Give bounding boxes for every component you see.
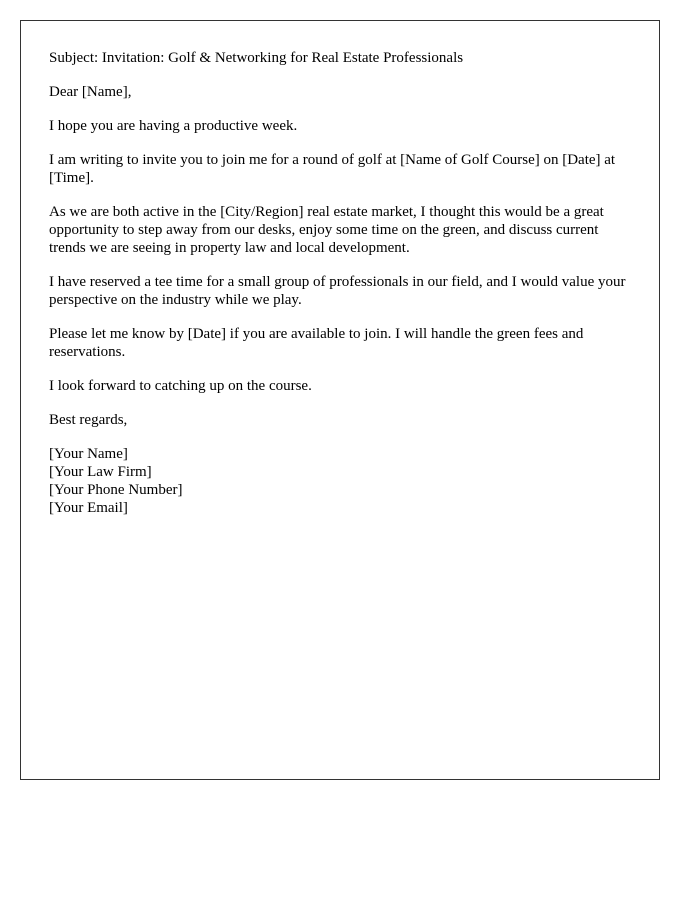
paragraph-market: As we are both active in the [City/Region] real estate market, I thought this would be a great opportunity to step away from our desks, enjoy some time on the green, and discuss current trends we are seeing in property law and local development. — [49, 204, 604, 256]
letter-body — [49, 49, 637, 517]
letter-frame — [20, 20, 660, 780]
paragraph-rsvp: Please let me know by [Date] if you are available to join. I will handle the green fees and reservations. — [49, 326, 584, 360]
signature-block — [49, 445, 637, 517]
paragraph-tee-time: I have reserved a tee time for a small group of professionals in our field, and I would value your perspective on the industry while we play. — [49, 274, 626, 308]
paragraph-opening: I hope you are having a productive week. — [49, 118, 298, 134]
signature-name: [Your Name] — [49, 446, 128, 462]
letter-closing: Best regards, — [49, 412, 128, 428]
paragraph-closing-remark: I look forward to catching up on the course. — [49, 378, 312, 394]
letter-subject: Subject: Invitation: Golf & Networking for Real Estate Professionals — [49, 50, 464, 66]
signature-firm: [Your Law Firm] — [49, 464, 152, 480]
paragraph-invitation: I am writing to invite you to join me for a round of golf at [Name of Golf Course] on [Date] at [Time]. — [49, 152, 616, 186]
letter-greeting: Dear [Name], — [49, 84, 132, 100]
signature-phone: [Your Phone Number] — [49, 482, 183, 498]
signature-email: [Your Email] — [49, 500, 128, 516]
